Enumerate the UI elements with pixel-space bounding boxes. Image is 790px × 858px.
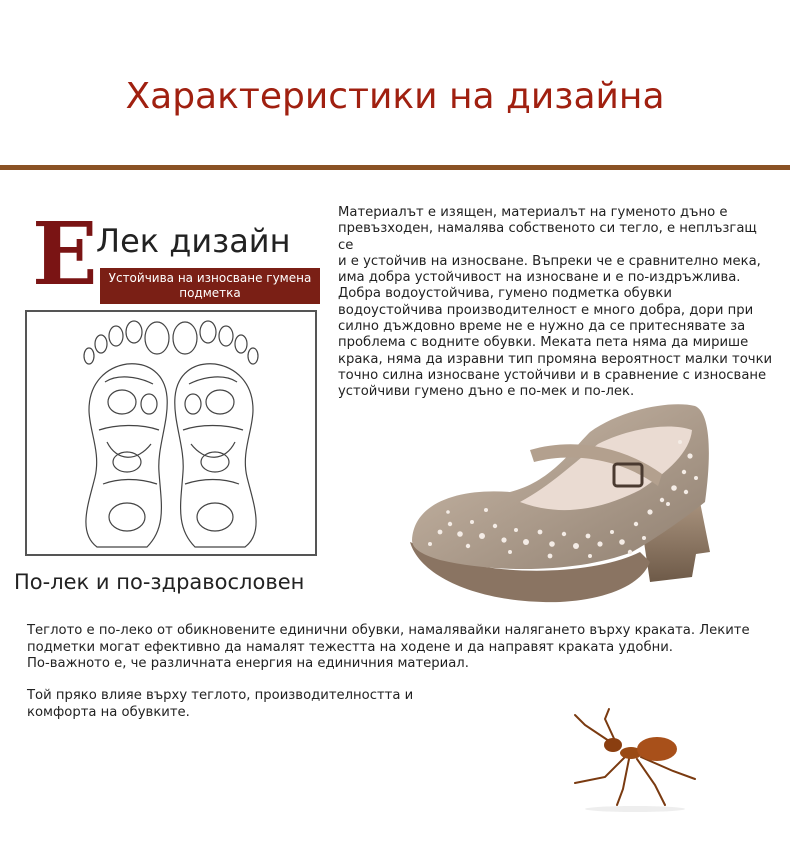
shoe-image <box>400 392 760 614</box>
title-divider <box>0 165 790 170</box>
ant-image <box>545 705 725 815</box>
page-title: Характеристики на дизайна <box>125 76 665 117</box>
body-paragraph-2: Той пряко влияе върху теглото, производителността и комфорта на обувките. <box>27 688 414 720</box>
material-description: Материалът е изящен, материалът на гуменото дъно е превъзходен, намалява собственото си тегло, е неплъзгащ се и е устойчив на износване. Въпреки че е сравнително мека, има добра устойчивост на износване и е по-издръжлива. Добра водоустойчива, гумено подметка обувки водоустойчива производителност е много добра, дори при силно дъждовно време не е нужно да се притеснявате за проблема с водните обувки. Меката пета няма да мирише крака, няма да изравни тип промяна вероятност малки точки точно силна износване устойчиви и в сравнение с износване устойчиви гумено дъно е по-мек и по-лек. <box>338 205 773 400</box>
caption-lighter-healthier: По-лек и по-здравословен <box>14 570 305 594</box>
foot-chart-drawing <box>27 312 315 554</box>
feature-badge <box>100 268 320 304</box>
foot-reflexology-chart <box>25 310 317 556</box>
feature-letter: E <box>32 204 98 305</box>
body-paragraph-1: Теглото е по-леко от обикновените единични обувки, намалявайки налягането върху краката. Леките подметки могат ефективно да намалят тежестта на ходене и да направят краката удобни. По-важното е, че различната енергия на единичния материал. <box>27 623 750 671</box>
feature-heading: Лек дизайн <box>96 222 291 260</box>
feature-badge-label: Устойчива на износване гумена подметка <box>108 271 312 300</box>
